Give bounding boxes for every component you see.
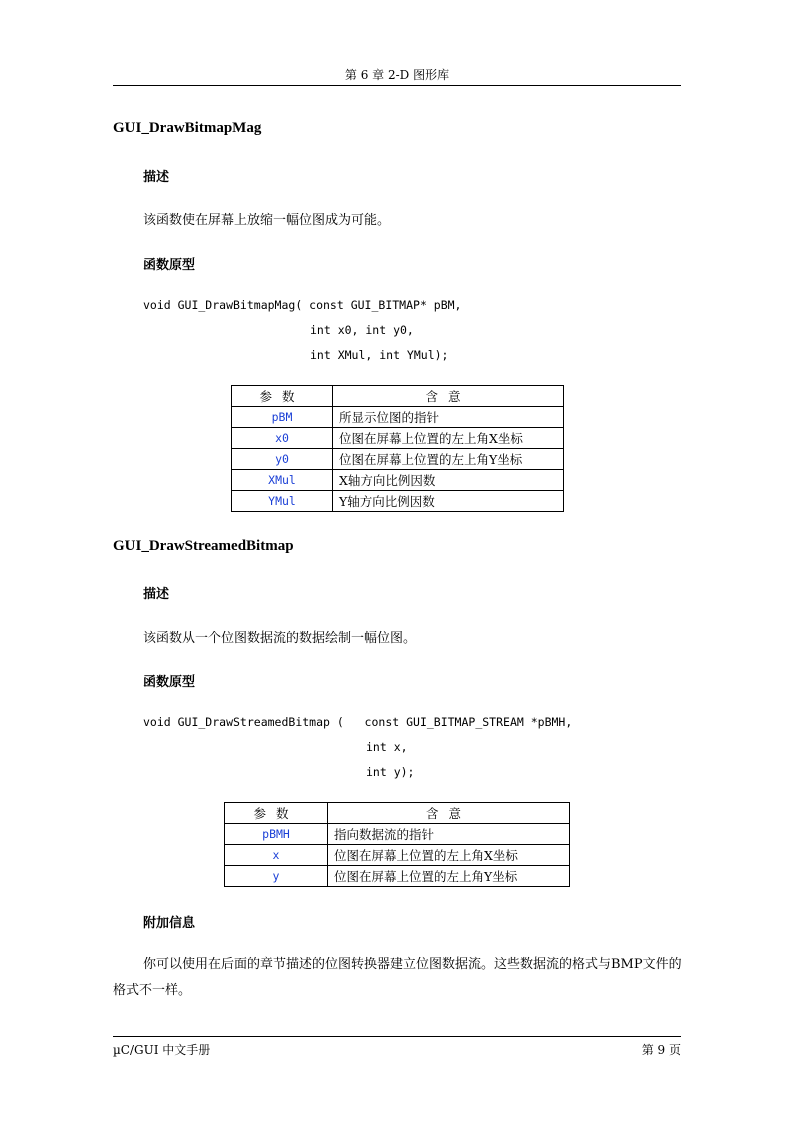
description-heading: 描述 [143, 587, 170, 602]
function-title-drawstreamedbitmap: GUI_DrawStreamedBitmap [113, 538, 294, 554]
param-name: pBM [232, 407, 333, 428]
prototype-heading: 函数原型 [143, 675, 196, 690]
table-row [232, 407, 564, 428]
page-header: 第 6 章 2-D 图形库 [344, 68, 450, 82]
table-row [225, 866, 570, 887]
param-name: x0 [232, 428, 333, 449]
prototype-line: int x, [366, 740, 408, 754]
param-meaning: Y轴方向比例因数 [333, 491, 564, 512]
param-name: y0 [232, 449, 333, 470]
param-meaning: 位图在屏幕上位置的左上角X坐标 [333, 428, 564, 449]
table-header-row [232, 386, 564, 407]
footer-rule [113, 1036, 681, 1037]
parameter-table [231, 385, 564, 512]
header-meaning: 含意 [333, 386, 564, 407]
table-row [225, 824, 570, 845]
table-row [232, 428, 564, 449]
prototype-line: int x0, int y0, [310, 323, 414, 337]
param-name: YMul [232, 491, 333, 512]
footer-manual-title: µC/GUI 中文手册 [113, 1043, 211, 1057]
extra-info-text: 你可以使用在后面的章节描述的位图转换器建立位图数据流。这些数据流的格式与BMP文件的格式不一样。 [113, 957, 682, 998]
param-meaning: 位图在屏幕上位置的左上角Y坐标 [328, 866, 570, 887]
table-row [232, 491, 564, 512]
param-name: y [225, 866, 328, 887]
param-name: XMul [232, 470, 333, 491]
param-meaning: 所显示位图的指针 [333, 407, 564, 428]
table-row [232, 470, 564, 491]
prototype-line: void GUI_DrawBitmapMag( const GUI_BITMAP* pBM, [143, 298, 462, 312]
description-heading: 描述 [143, 170, 170, 185]
prototype-line: void GUI_DrawStreamedBitmap ( const GUI_BITMAP_STREAM *pBMH, [143, 715, 573, 729]
param-name: x [225, 845, 328, 866]
table-row [225, 845, 570, 866]
header-param: 参数 [225, 803, 328, 824]
table-row [232, 449, 564, 470]
extra-info-heading: 附加信息 [143, 916, 196, 931]
header-meaning: 含意 [328, 803, 570, 824]
footer-page-number: 第 9 页 [641, 1043, 681, 1057]
table-header-row [225, 803, 570, 824]
header-param: 参数 [232, 386, 333, 407]
header-rule [113, 85, 681, 86]
function-title-drawbitmapmag: GUI_DrawBitmapMag [113, 120, 262, 136]
parameter-table [224, 802, 570, 887]
prototype-heading: 函数原型 [143, 258, 196, 273]
param-meaning: 位图在屏幕上位置的左上角X坐标 [328, 845, 570, 866]
prototype-line: int y); [366, 765, 415, 779]
param-meaning: 指向数据流的指针 [328, 824, 570, 845]
param-name: pBMH [225, 824, 328, 845]
param-meaning: 位图在屏幕上位置的左上角Y坐标 [333, 449, 564, 470]
description-text: 该函数使在屏幕上放缩一幅位图成为可能。 [143, 213, 391, 228]
param-meaning: X轴方向比例因数 [333, 470, 564, 491]
prototype-line: int XMul, int YMul); [310, 348, 449, 362]
description-text: 该函数从一个位图数据流的数据绘制一幅位图。 [143, 631, 417, 646]
